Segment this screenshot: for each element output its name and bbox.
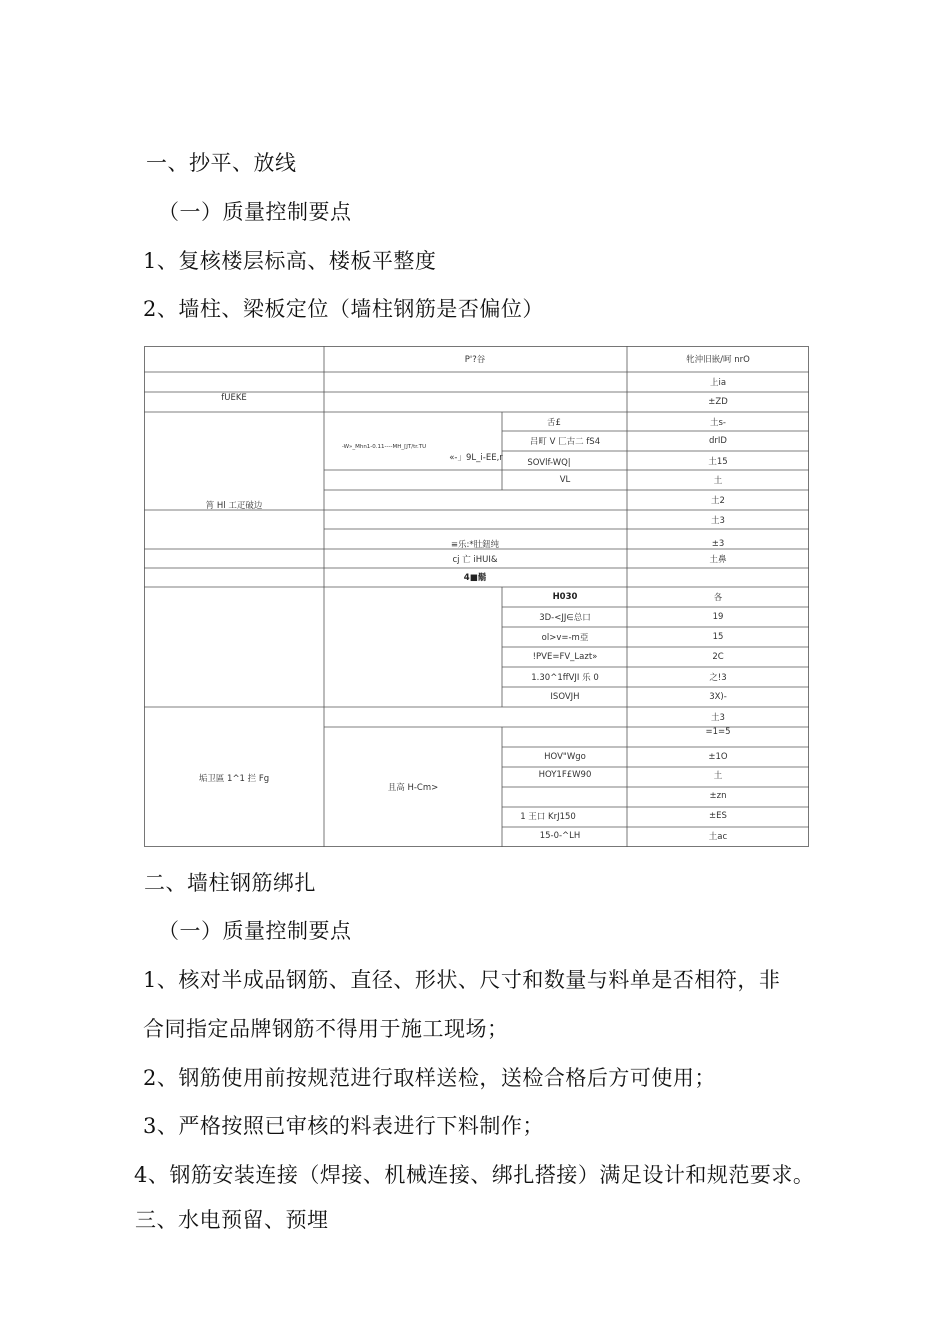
right-cell-15: 之!3 (709, 673, 727, 683)
section-2-heading: 二、墙柱钢筋绑扎 (144, 871, 316, 895)
right-cell-23: 土ac (708, 832, 728, 842)
mid-cell-e: 4■鬍 (463, 573, 487, 583)
right-cell-9: ±3 (711, 539, 725, 549)
right-cell-8: 土3 (711, 516, 725, 526)
right-cell-17: 土3 (711, 713, 725, 723)
right-cell-6: 土 (713, 476, 723, 486)
right-cell-13: 15 (712, 632, 724, 642)
sub-cell-13: 1 王口 KrJ150 (520, 812, 576, 822)
sub-cell-4: VL (559, 475, 571, 485)
right-cell-19: ±1O (708, 752, 728, 762)
section-1-heading: 一、抄平、放线 (146, 151, 297, 175)
section-2-item-3: 3、严格按照已审核的料表进行下料制作； (143, 1114, 544, 1138)
sub-cell-10: ISOVJH (550, 692, 580, 702)
sub-cell-12: HOY1F£W90 (538, 770, 592, 780)
right-cell-18: =1=5 (705, 727, 731, 737)
right-cell-12: 19 (712, 612, 724, 622)
sub-cell-3: SOVlf-WQ| (527, 458, 571, 468)
sub-cell-8: !PVE=FV_Lazt» (532, 652, 598, 662)
section-2-item-2: 2、钢筋使用前按规范进行取样送检，送检合格后方可使用； (143, 1066, 716, 1090)
left-cell-3: 垢卫區 1^1 拦 Fg (198, 774, 270, 784)
left-cell-1: fUEKE (221, 393, 247, 403)
section-2-item-1a: 1、核对半成品钢筋、直径、形状、尺寸和数量与料单是否相符，非 (143, 968, 781, 992)
right-cell-11: 各 (713, 593, 723, 603)
section-3-heading: 三、水电预留、预埋 (135, 1208, 329, 1232)
right-cell-4: drID (709, 436, 727, 446)
sub-cell-5: H030 (552, 592, 578, 602)
right-cell-10: 土鼻 (709, 555, 727, 565)
sub-cell-9: 1.30^1ffVJI 乐 0 (531, 673, 599, 683)
right-cell-5: 土15 (708, 457, 728, 467)
mid-cell-c: ≡乐:*肚鈕纯 (450, 540, 500, 550)
section-1-item-2: 2、墙柱、梁板定位（墙柱钢筋是否偏位） (143, 297, 544, 321)
section-2-subheading: （一）质量控制要点 (158, 919, 352, 943)
header-col-2: P'?谷 (464, 355, 486, 365)
mid-cell-b: «-」9L_i-EE,r (449, 453, 503, 463)
right-cell-3: 土s- (710, 418, 726, 428)
sub-cell-1: 舌£ (547, 418, 561, 428)
right-cell-21: ±zn (709, 791, 727, 801)
sub-cell-11: HOV"Wgo (544, 752, 586, 762)
right-cell-16: 3X)- (709, 692, 727, 702)
sub-cell-7: ol>v=-m亞 (541, 633, 589, 643)
mid-cell-d: cj 亡 iHUI& (452, 555, 498, 565)
right-cell-7: 土2 (711, 496, 725, 506)
section-1-item-1: 1、复核楼层标高、楼板平整度 (143, 249, 437, 273)
sub-cell-2: 吕町 V 匚古二 fS4 (529, 437, 601, 447)
section-2-item-4: 4、钢筋安装连接（焊接、机械连接、绑扎搭接）满足设计和规范要求。 (134, 1163, 815, 1187)
section-1-subheading: （一）质量控制要点 (158, 200, 352, 224)
section-2-item-1b: 合同指定品牌钢筋不得用于施工现场； (143, 1017, 509, 1041)
sub-cell-6: 3D-<JJ∈总口 (539, 613, 591, 623)
sub-cell-14: 15-0-^LH (539, 831, 581, 841)
mid-cell-f: 且高 H-Cm> (387, 783, 439, 793)
left-cell-2: 筲 Hl 工疋破边 (205, 501, 263, 511)
right-cell-20: 土 (713, 771, 723, 781)
right-cell-14: 2C (712, 652, 724, 662)
right-cell-1: 上ia (709, 378, 727, 388)
header-col-3: 牝沖旧嵌/呵 nrO (686, 355, 750, 365)
right-cell-2: ±ZD (708, 397, 728, 407)
right-cell-22: ±ES (709, 811, 727, 821)
quality-table (144, 346, 809, 847)
mid-cell-a: -W»_Mhn1-0.11----MH_[JT/tr.TU (341, 444, 427, 450)
